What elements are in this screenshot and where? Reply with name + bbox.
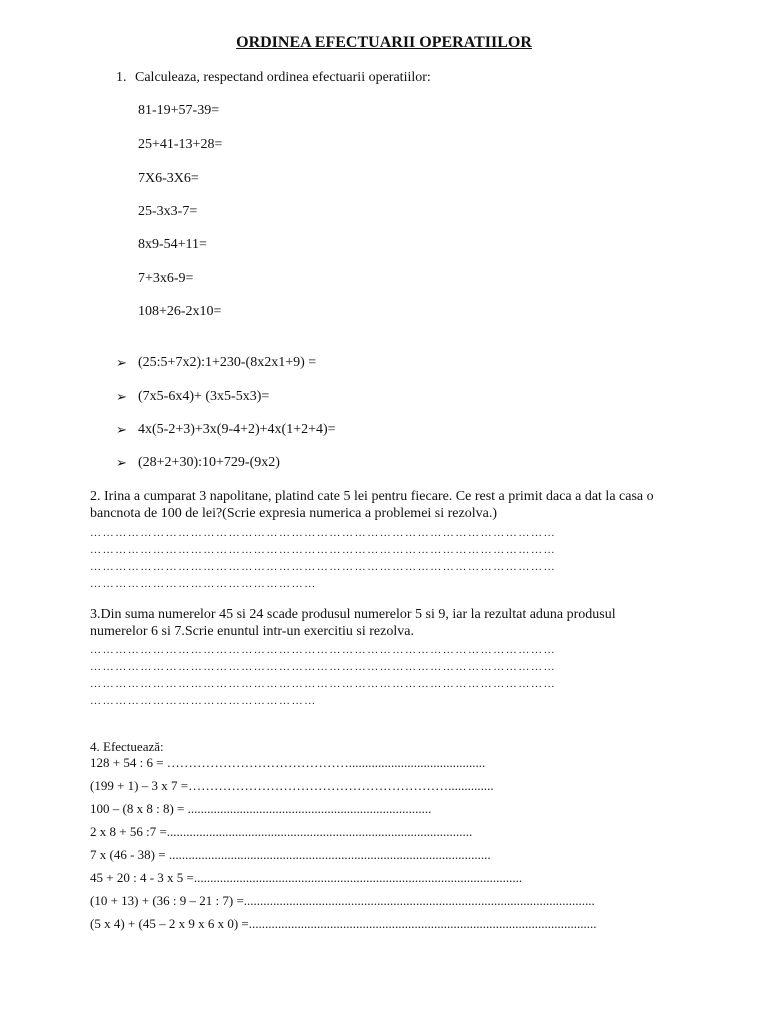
ex4-item: (10 + 13) + (36 : 9 – 21 : 7) =............................................................................................................ [90,893,595,908]
arrow-bullet-icon: ➢ [116,423,127,438]
ex4-item: (5 x 4) + (45 – 2 x 9 x 6 x 0) =........................................................................................................... [90,916,597,931]
ex1-item: 25-3x3-7= [138,204,198,219]
ex4-item: (199 + 1) – 3 x 7 =…………………………………………………….............. [90,778,494,793]
ex1-bullet-item: 4x(5-2+3)+3x(9-4+2)+4x(1+2+4)= [138,422,336,437]
arrow-bullet-icon: ➢ [116,390,127,405]
ex1-item: 25+41-13+28= [138,137,223,152]
ex3-problem-text: 3.Din suma numerelor 45 si 24 scade produsul numerelor 5 si 9, iar la rezultat aduna produsul numerelor 6 si 7.Scrie enuntul intr-un exercitiu si rezolva. [90,607,616,639]
ex1-number: 1. [116,70,127,85]
ex4-item: 128 + 54 : 6 = …………………………………….......................................... [90,755,486,770]
ex1-instruction: Calculeaza, respectand ordinea efectuarii operatiilor: [135,70,431,85]
ex4-item: 100 – (8 x 8 : 8) = ........................................................................... [90,801,432,816]
ex3-answer-line: ……………………………………………… [90,695,317,707]
ex2-answer-line: ……………………………………………… [90,578,317,590]
arrow-bullet-icon: ➢ [116,356,127,371]
ex1-bullet-item: (25:5+7x2):1+230-(8x2x1+9) = [138,355,317,370]
ex1-item: 8x9-54+11= [138,237,207,252]
ex4-heading: 4. Efectuează: [90,739,164,754]
ex1-item: 108+26-2x10= [138,304,222,319]
ex1-item: 7+3x6-9= [138,271,194,286]
ex1-item: 81-19+57-39= [138,103,220,118]
ex3-answer-line: ………………………………………………………………………………………………… [90,678,557,690]
ex4-item: 2 x 8 + 56 :7 =.............................................................................................. [90,824,473,839]
arrow-bullet-icon: ➢ [116,456,127,471]
ex3-answer-line: ………………………………………………………………………………………………… [90,661,557,673]
ex1-bullet-item: (7x5-6x4)+ (3x5-5x3)= [138,389,270,404]
ex4-item: 45 + 20 : 4 - 3 x 5 =..................................................................................................... [90,870,523,885]
ex3-answer-line: ………………………………………………………………………………………………… [90,644,557,656]
ex2-answer-line: ………………………………………………………………………………………………… [90,561,557,573]
ex1-bullet-item: (28+2+30):10+729-(9x2) [138,455,280,470]
ex2-answer-line: ………………………………………………………………………………………………… [90,544,557,556]
ex1-item: 7X6-3X6= [138,171,199,186]
ex2-problem-text: 2. Irina a cumparat 3 napolitane, platind cate 5 lei pentru fiecare. Ce rest a primit daca a dat la casa o bancnota de 100 de lei?(Scrie expresia numerica a problemei si rezolva.) [90,489,654,521]
ex2-answer-line: ………………………………………………………………………………………………… [90,527,557,539]
ex4-item: 7 x (46 - 38) = ................................................................................................... [90,847,491,862]
page-title: ORDINEA EFECTUARII OPERATIILOR [236,34,532,51]
